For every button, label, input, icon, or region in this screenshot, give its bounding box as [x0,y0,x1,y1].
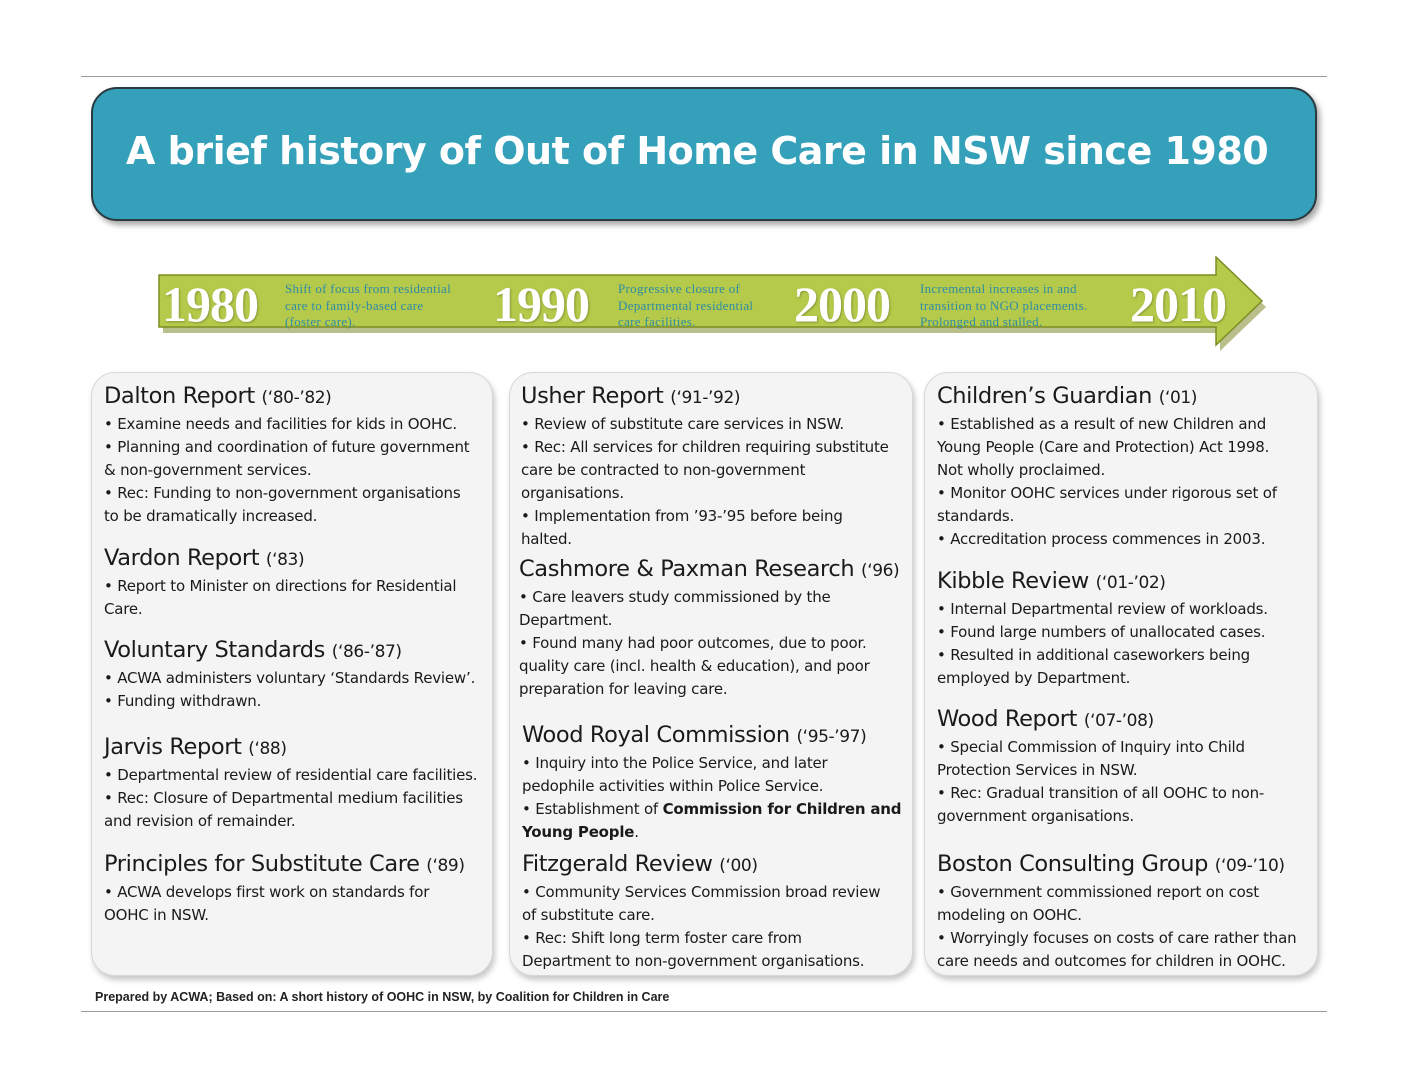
bullet: • Resulted in additional caseworkers being employed by Department. [937,646,1250,687]
bullet: • Rec: All services for children requiring substitute care be contracted to non-government organisations. [521,438,889,502]
entry-heading [104,543,456,575]
entry-title: Vardon Report [104,545,260,571]
note-line: care facilities. [618,314,696,329]
bullet: • Report to Minister on directions for Residential Care. [104,577,457,618]
entry-kibble-review [937,566,1268,690]
entry-dates: (‘01-’02) [1095,573,1166,593]
bottom-divider [81,1011,1327,1012]
bullet: • Review of substitute care services in NSW. [521,415,844,433]
entry-title: Kibble Review [937,568,1089,594]
top-divider [81,76,1327,77]
entry-title: Wood Report [937,706,1078,732]
bullet: • Rec: Shift long term foster care from Department to non-government organisations. [522,929,865,970]
entry-heading [937,704,1264,736]
note-line: Progressive closure of [618,281,741,296]
entry-dates: (‘86-’87) [331,642,402,662]
bullet: • Implementation from ’93-’95 before being halted. [521,507,843,548]
bullet: • Monitor OOHC services under rigorous set of standards. [937,484,1277,525]
entry-heading [937,381,1277,413]
entry-heading [519,554,899,586]
entry-title: Boston Consulting Group [937,851,1208,877]
entry-heading [104,635,475,667]
entry-dates: (‘09-’10) [1214,856,1285,876]
entry-heading [521,381,889,413]
entry-title: Voluntary Standards [104,637,325,663]
bullet: • Internal Departmental review of workloads. [937,600,1268,618]
year-2010: 2010 [1130,276,1226,332]
entry-childrens-guardian [937,381,1277,551]
entry-heading [937,849,1296,881]
year-2000: 2000 [794,276,890,332]
bullet: • Worryingly focuses on costs of care rather than care needs and outcomes for children in OOHC. [937,929,1297,970]
entry-wood-report [937,704,1264,828]
note-line: (foster care). [285,314,356,329]
entry-heading [104,381,469,413]
bullet: • Found large numbers of unallocated cases. [937,623,1266,641]
source-footnote: Prepared by ACWA; Based on: A short history of OOHC in NSW, by Coalition for Children in Care [95,990,670,1004]
note-line: Incremental increases in and [920,281,1077,296]
entry-vardon-report [104,543,456,621]
bullet: • Examine needs and facilities for kids in OOHC. [104,415,457,433]
entry-dates: (‘95-’97) [796,727,867,747]
note-line: care to family-based care [285,297,424,313]
note-line: Departmental residential [618,297,754,313]
bullet: • ACWA develops first work on standards for OOHC in NSW. [104,883,430,924]
bullet: • Established as a result of new Children and Young People (Care and Protection) Act 1998. Not wholly proclaimed. [937,415,1270,479]
year-1990: 1990 [493,276,589,332]
bullet: • Departmental review of residential care facilities. [104,766,478,784]
bullet: • Rec: Gradual transition of all OOHC to non- government organisations. [937,784,1265,825]
entry-title: Cashmore & Paxman Research [519,556,855,582]
entry-dates: (‘80-’82) [261,388,332,408]
entry-dates: (‘07-’08) [1083,711,1154,731]
entry-dates: (‘83) [265,550,305,570]
timeline-note-1980s [285,281,451,331]
entry-heading [104,849,465,881]
entry-fitzgerald-review [522,849,880,973]
entry-dates: (‘00) [719,856,758,876]
bullet: • Establishment of Commission for Children and Young People. [522,800,902,841]
bullet: • Rec: Funding to non-government organisations to be dramatically increased. [104,484,461,525]
note-line: Shift of focus from residential [285,281,451,296]
panel-2000s [924,372,1318,976]
entry-title: Principles for Substitute Care [104,851,420,877]
bullet: • Inquiry into the Police Service, and later pedophile activities within Police Service. [522,754,828,795]
bullet: • Rec: Closure of Departmental medium facilities and revision of remainder. [104,789,463,830]
bullet: • Accreditation process commences in 2003. [937,530,1266,548]
page-title: A brief history of Out of Home Care in NSW since 1980 [126,129,1269,173]
entry-dalton-report [104,381,469,528]
panel-1980s [91,372,493,976]
entry-title: Fitzgerald Review [522,851,713,877]
entry-dates: (‘88) [248,739,287,759]
entry-title: Usher Report [521,383,664,409]
entry-dates: (‘01) [1158,388,1198,408]
entry-wood-royal-commission [522,720,901,844]
entry-title: Dalton Report [104,383,255,409]
entry-title: Jarvis Report [104,734,242,760]
bullet: • Funding withdrawn. [104,692,262,710]
note-line: transition to NGO placements. [920,297,1088,313]
entry-dates: (‘89) [426,856,465,876]
entry-title: Wood Royal Commission [522,722,790,748]
bullet: • Government commissioned report on cost modeling on OOHC. [937,883,1259,924]
entry-boston-consulting-group [937,849,1296,973]
entry-dates: (‘91-’92) [670,388,741,408]
bullet: • Community Services Commission broad review of substitute care. [522,883,881,924]
entry-usher-report [521,381,889,551]
entry-cashmore-paxman-research [519,554,899,701]
entry-title: Children’s Guardian [937,383,1152,409]
note-line: Prolonged and stalled. [920,314,1043,329]
entry-dates: (‘96) [860,561,900,581]
entry-heading [104,732,477,764]
bullet: • Care leavers study commissioned by the Department. [519,588,831,629]
bullet: • ACWA administers voluntary ‘Standards Review’. [104,669,476,687]
entry-heading [937,566,1268,598]
panel-1990s [509,372,913,976]
year-1980: 1980 [162,276,258,332]
entry-voluntary-standards [104,635,475,713]
entry-jarvis-report [104,732,477,833]
bullet: • Found many had poor outcomes, due to poor. quality care (incl. health & education), and poor preparation for leaving care. [519,634,870,698]
timeline-arrow [156,256,1266,352]
timeline-note-1990s [618,281,753,331]
bullet: • Special Commission of Inquiry into Child Protection Services in NSW. [937,738,1245,779]
entry-heading [522,720,901,752]
timeline-note-2000s [920,281,1088,331]
bullet: • Planning and coordination of future government & non-government services. [104,438,470,479]
entry-principles-substitute-care [104,849,465,927]
entry-heading [522,849,880,881]
title-banner [91,87,1317,221]
